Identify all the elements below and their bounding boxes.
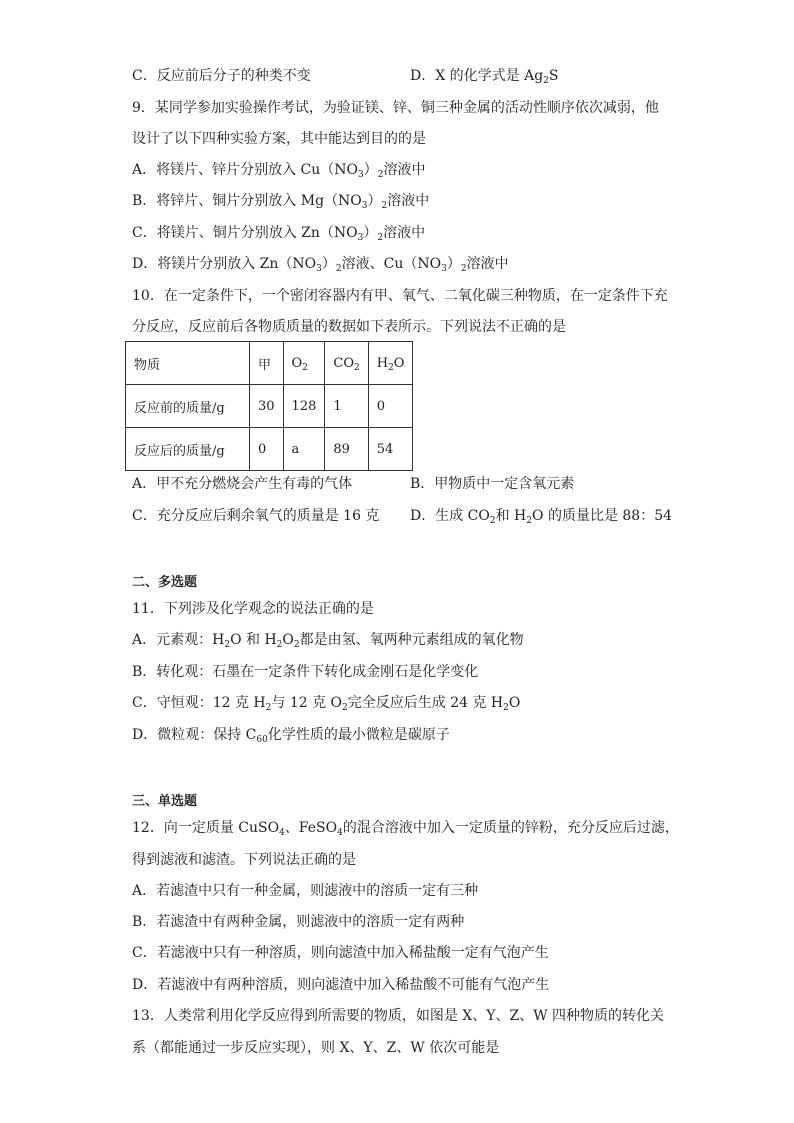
table-cell: 0 bbox=[250, 428, 284, 471]
table-cell: 反应前的质量/g bbox=[126, 385, 250, 428]
table-cell: 128 bbox=[283, 385, 325, 428]
q9-option-a: A．将镁片、锌片分别放入 $Cu(NO_3)_2$溶液中 bbox=[132, 162, 426, 180]
q12-stem-line1: 12．向一定质量 CuSO$_4$、FeSO$_4$的混合溶液中加入一定质量的锌粉，充分反应后过滤， bbox=[132, 820, 679, 838]
q13-stem-line1: 13．人类常利用化学反应得到所需要的物质，如图是 X、Y、Z、W 四种物质的转化关 bbox=[132, 1008, 665, 1024]
q10-mass-table bbox=[125, 341, 413, 471]
q10-option-b: B．甲物质中一定含氧元素 bbox=[410, 476, 575, 492]
table-header-cell: $H_2O$ bbox=[368, 342, 413, 385]
q10-option-a: A．甲不充分燃烧会产生有毒的气体 bbox=[132, 476, 353, 492]
table-cell: 1 bbox=[325, 385, 368, 428]
q12-option-c: C．若滤液中只有一种溶质，则向滤渣中加入稀盐酸一定有气泡产生 bbox=[132, 945, 549, 961]
table-row bbox=[126, 428, 413, 471]
q9-stem-line1: 9．某同学参加实验操作考试，为验证镁、锌、铜三种金属的活动性顺序依次减弱，他 bbox=[132, 100, 659, 116]
q11-option-a: A．元素观：$H_2O$ 和 $H_2O_2$都是由氢、氧两种元素组成的氧化物 bbox=[132, 632, 524, 650]
q10-option-d: D．生成 $CO_2$和 $H_2O$ 的质量比是 88：54 bbox=[410, 508, 673, 526]
q11-stem: 11．下列涉及化学观念的说法正确的是 bbox=[132, 601, 374, 617]
q9-option-d: D．将镁片分别放入 $Zn(NO_3)_2$溶液、$Cu(NO_3)_2$溶液中 bbox=[132, 256, 509, 274]
q12-option-b: B．若滤渣中有两种金属，则滤液中的溶质一定有两种 bbox=[132, 914, 465, 930]
table-cell: 54 bbox=[368, 428, 413, 471]
q11-option-c: C．守恒观：12 克 $H_2$与 12 克 $O_2$完全反应后生成 24 克 $H_2O$ bbox=[132, 695, 521, 713]
q11-option-b: B．转化观：石墨在一定条件下转化成金刚石是化学变化 bbox=[132, 664, 479, 680]
q12-stem-line2: 得到滤液和滤渣。下列说法正确的是 bbox=[132, 852, 356, 868]
table-row bbox=[126, 385, 413, 428]
table-header-cell: 甲 bbox=[250, 342, 284, 385]
q9-stem-line2: 设计了以下四种实验方案，其中能达到目的的是 bbox=[132, 131, 426, 147]
q10-option-c: C．充分反应后剩余氧气的质量是 16 克 bbox=[132, 508, 380, 524]
q10-stem-line1: 10．在一定条件下，一个密闭容器内有甲、氧气、二氧化碳三种物质，在一定条件下充 bbox=[132, 288, 668, 304]
table-header-cell: 物质 bbox=[126, 342, 250, 385]
table-cell: 89 bbox=[325, 428, 368, 471]
table-cell: a bbox=[283, 428, 325, 471]
section-title-single-choice: 三、单选题 bbox=[132, 794, 198, 809]
table-header-cell: $CO_2$ bbox=[325, 342, 368, 385]
q11-option-d: D．微粒观：保持 $C_{60}$化学性质的最小微粒是碳原子 bbox=[132, 727, 450, 745]
q9-option-b: B．将锌片、铜片分别放入 $Mg(NO_3)_2$溶液中 bbox=[132, 193, 430, 211]
q9-option-c: C．将镁片、铜片分别放入 $Zn(NO_3)_2$溶液中 bbox=[132, 225, 426, 243]
q12-option-d: D．若滤液中有两种溶质，则向滤渣中加入稀盐酸不可能有气泡产生 bbox=[132, 977, 550, 993]
q13-stem-line2: 系（都能通过一步反应实现），则 X、Y、Z、W 依次可能是 bbox=[132, 1040, 500, 1056]
table-header-row bbox=[126, 342, 413, 385]
table-cell: 反应后的质量/g bbox=[126, 428, 250, 471]
table-cell: 0 bbox=[368, 385, 413, 428]
q8-option-c: C．反应前后分子的种类不变 bbox=[132, 68, 311, 84]
table-header-cell: $O_2$ bbox=[283, 342, 325, 385]
q10-stem-line2: 分反应，反应前后各物质质量的数据如下表所示。下列说法不正确的是 bbox=[132, 319, 566, 335]
section-title-multiple-choice: 二、多选题 bbox=[132, 575, 198, 590]
table-cell: 30 bbox=[250, 385, 284, 428]
q8-option-d: D．X 的化学式是 $Ag_2S$ bbox=[410, 68, 559, 86]
q12-option-a: A．若滤渣中只有一种金属，则滤液中的溶质一定有三种 bbox=[132, 883, 479, 899]
